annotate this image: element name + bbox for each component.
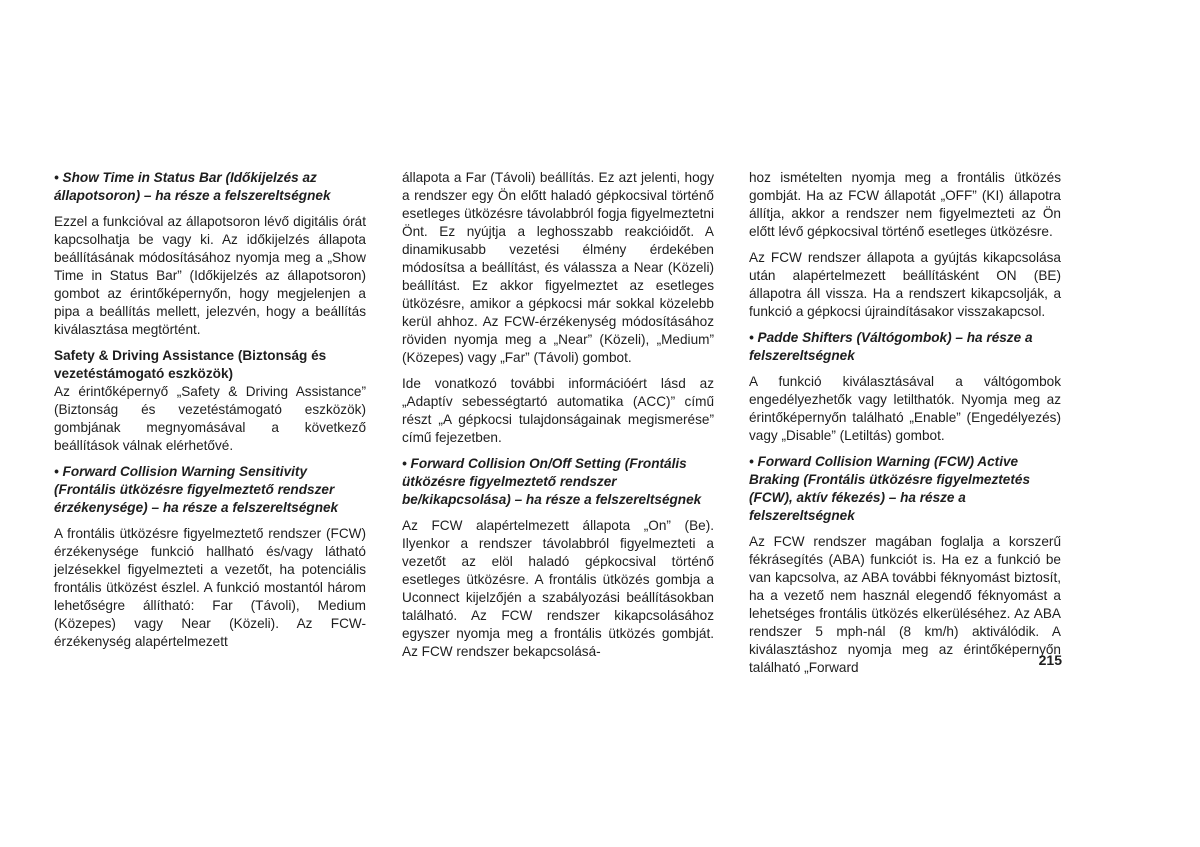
paragraph-fcw-active-braking: Az FCW rendszer magában foglalja a korszerű fékrásegítés (ABA) funkciót is. Ha ez a funkció be van kapcsolva, az ABA további féknyomást biztosít, ha a vezető nem használ elegendő féknyomást a lehetséges frontális ütközés elkerüléséhez. Az ABA rendszer 5 mph-nál (8 km/h) aktiválódik. A kiválasztáshoz nyomja meg az érintőképernyőn található „Forward bbox=[749, 534, 1061, 675]
page-number: 215 bbox=[1038, 652, 1062, 668]
paragraph-fcw-sensitivity: A frontális ütközésre figyelmeztető rendszer (FCW) érzékenysége funkció hallható és/vagy látható jelzésekkel figyelmezteti a vezetőt, ha potenciális frontális ütközést észlel. A funkció mostantól három lehetőségre állítható: Far (Távoli), Medium (Közepes) vagy Near (Közeli). Az FCW-érzékenység alapértelmezett bbox=[54, 526, 366, 649]
paragraph-fcw-onoff: Az FCW alapértelmezett állapota „On” (Be). Ilyenkor a rendszer távolabbról figyelmezteti a vezetőt az elöl haladó gépkocsival történő esetleges ütközésre. A frontális ütközés gombja a Uconnect kijelzőjén a szabályozási beállításokban található. Az FCW rendszer kikapcsolásához egyszer nyomja meg a frontális ütközés gombját. Az FCW rendszer bekapcsolásá- bbox=[402, 518, 714, 659]
heading-safety-driving: Safety & Driving Assistance (Biztonság és vezetéstámogató eszközök) bbox=[54, 348, 327, 381]
column-right bbox=[749, 169, 1061, 685]
paragraph-acc-reference: Ide vonatkozó további információért lásd az „Adaptív sebességtartó automatika (ACC)” című részt „A gépkocsi tulajdonságainak megismerése” című fejezetben. bbox=[402, 376, 714, 445]
heading-paddle-shifters: • Padde Shifters (Váltógombok) – ha része a felszereltségnek bbox=[749, 330, 1033, 363]
heading-fcw-onoff: • Forward Collision On/Off Setting (Frontális ütközésre figyelmeztető rendszer be/kikapcsolása) – ha része a felszereltségnek bbox=[402, 456, 702, 507]
paragraph-paddle-shifters: A funkció kiválasztásával a váltógombok engedélyezhetők vagy letilthatók. Nyomja meg az érintőképernyőn található „Enable” (Engedélyezés) vagy „Disable” (Letiltás) gombot. bbox=[749, 374, 1061, 443]
paragraph-fcw-default: állapota a Far (Távoli) beállítás. Ez azt jelenti, hogy a rendszer egy Ön előtt haladó gépkocsival történő esetleges ütközésre távolabbról fogja figyelmeztetni Önt. Ez nyújtja a leghosszabb reakcióidőt. A dinamikusabb vezetési élmény érdekében módosítsa a beállítást, és válassza a Near (Közeli) beállítást. Ez akkor figyelmeztet az esetleges ütközésre, amikor a gépkocsi már sokkal közelebb kerül ahhoz. Az FCW-érzékenység módosításához röviden nyomja meg a „Near” (Közeli), „Medium” (Közepes) vagy „Far” (Távoli) gombot. bbox=[402, 170, 714, 365]
column-left bbox=[54, 169, 366, 659]
column-middle bbox=[402, 169, 714, 669]
paragraph-show-time: Ezzel a funkcióval az állapotsoron lévő digitális órát kapcsolhatja be vagy ki. Az időkijelzés állapota beállításának módosításához nyomja meg a „Show Time in Status Bar” (Időkijelzés az állapotsoron) gombot az érintőképernyőn, hogy megjelenjen a pipa a beállítás mellett, jelezvén, hogy a beállítás kiválasztása megtörtént. bbox=[54, 214, 366, 337]
paragraph-fcw-ignition: Az FCW rendszer állapota a gyújtás kikapcsolása után alapértelmezett beállításként ON (BE) állapotra áll vissza. Ha a rendszert kikapcsolják, a funkció a gépkocsi újraindításakor visszakapcsol. bbox=[749, 250, 1061, 319]
paragraph-safety-driving: Az érintőképernyő „Safety & Driving Assistance” (Biztonság és vezetéstámogató eszközök) gombjának megnyomásával a következő beállítások válnak elérhetővé. bbox=[54, 384, 366, 453]
heading-fcw-active-braking: • Forward Collision Warning (FCW) Active Braking (Frontális ütközésre figyelmeztetés (FCW), aktív fékezés) – ha része a felszereltségnek bbox=[749, 454, 1031, 523]
heading-fcw-sensitivity: • Forward Collision Warning Sensitivity (Frontális ütközésre figyelmeztető rendszer érzékenysége) – ha része a felszereltségnek bbox=[54, 464, 339, 515]
paragraph-fcw-button: hoz ismételten nyomja meg a frontális ütközés gombját. Ha az FCW állapotát „OFF” (KI) állapotra állítja, akkor a rendszer nem figyelmezteti az Ön előtt lévő gépkocsival történő esetleges ütközésre. bbox=[749, 170, 1061, 239]
heading-show-time: • Show Time in Status Bar (Időkijelzés az állapotsoron) – ha része a felszereltségnek bbox=[54, 170, 331, 203]
